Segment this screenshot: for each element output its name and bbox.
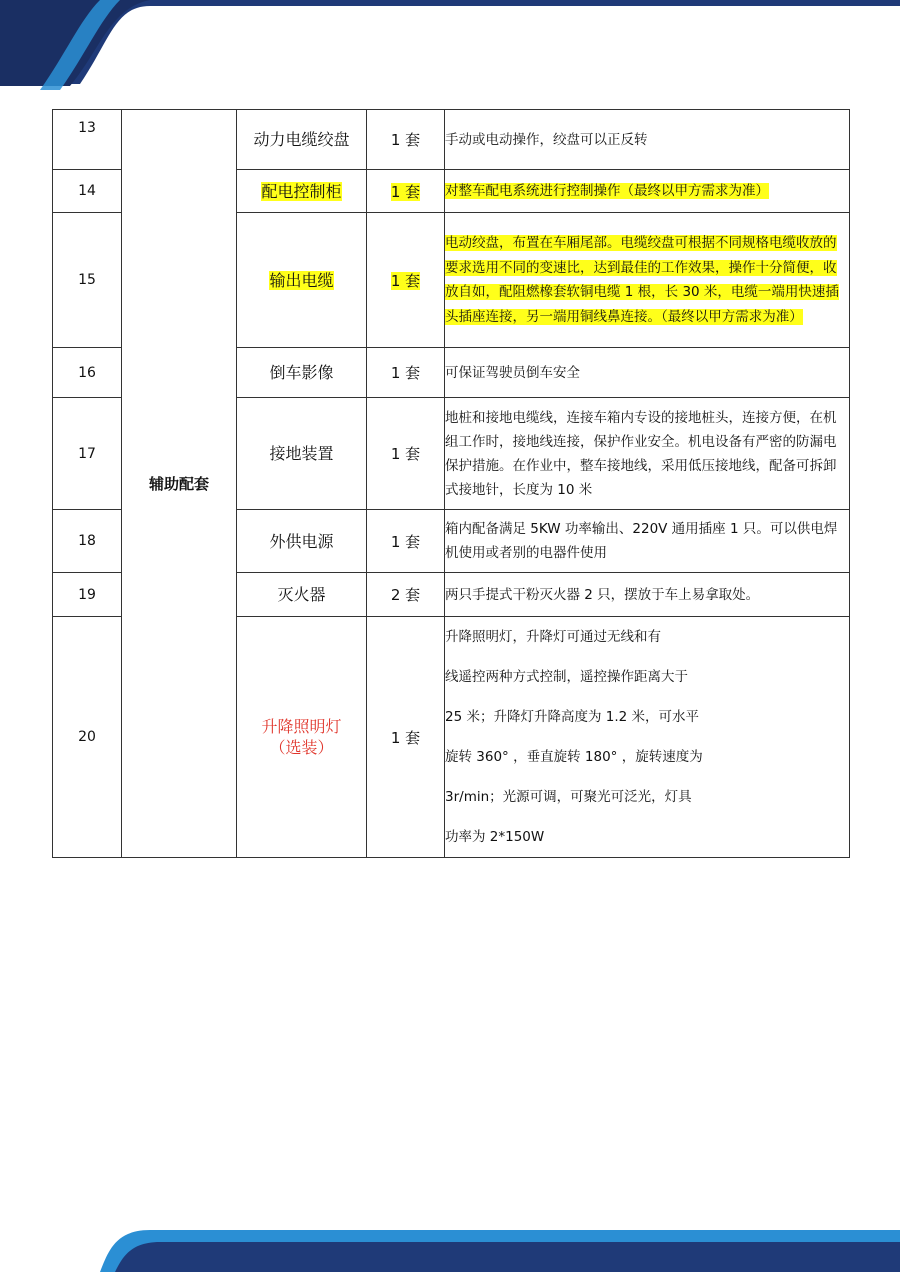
row-number: 14 (53, 170, 122, 213)
item-desc: 对整车配电系统进行控制操作（最终以甲方需求为准） (445, 170, 850, 213)
item-qty: 1 套 (367, 110, 445, 170)
item-name: 灭火器 (237, 573, 367, 617)
item-name: 动力电缆绞盘 (237, 110, 367, 170)
item-desc: 箱内配备满足 5KW 功率输出、220V 通用插座 1 只。可以供电焊机使用或者别的电器件使用 (445, 510, 850, 573)
item-name: 接地装置 (237, 398, 367, 510)
header-decoration (0, 0, 900, 90)
row-number: 18 (53, 510, 122, 573)
item-qty: 1 套 (367, 510, 445, 573)
row-number: 16 (53, 348, 122, 398)
item-qty: 1 套 (367, 348, 445, 398)
item-qty: 2 套 (367, 573, 445, 617)
item-desc: 两只手提式干粉灭火器 2 只，摆放于车上易拿取处。 (445, 573, 850, 617)
spec-table (52, 109, 850, 858)
footer-decoration (0, 1222, 900, 1272)
item-name: 外供电源 (237, 510, 367, 573)
row-number: 19 (53, 573, 122, 617)
table-row (53, 110, 850, 170)
item-desc: 地桩和接地电缆线，连接车箱内专设的接地桩头，连接方便，在机组工作时，接地线连接，保护作业安全。机电设备有严密的防漏电保护措施。在作业中，整车接地线，采用低压接地线，配备可拆卸式接地针，长度为 10 米 (445, 398, 850, 510)
item-name: 配电控制柜 (237, 170, 367, 213)
item-qty: 1 套 (367, 170, 445, 213)
item-desc: 可保证驾驶员倒车安全 (445, 348, 850, 398)
item-name: 输出电缆 (237, 213, 367, 348)
row-number: 20 (53, 617, 122, 858)
item-qty: 1 套 (367, 213, 445, 348)
row-number: 17 (53, 398, 122, 510)
item-name: 升降照明灯 （选装） (237, 617, 367, 858)
item-name-optional: （选装） (269, 738, 334, 757)
item-name: 倒车影像 (237, 348, 367, 398)
category-cell: 辅助配套 (122, 110, 237, 858)
item-qty: 1 套 (367, 617, 445, 858)
item-desc: 手动或电动操作，绞盘可以正反转 (445, 110, 850, 170)
item-desc: 升降照明灯，升降灯可通过无线和有 线遥控两种方式控制，遥控操作距离大于 25 米；升降灯升降高度为 1.2 米，可水平 旋转 360° ，垂直旋转 180° ，旋转速度为 3r/min；光源可调，可聚光可泛光，灯具 功率为 2*150W (445, 617, 850, 858)
item-qty: 1 套 (367, 398, 445, 510)
row-number: 13 (53, 110, 122, 170)
item-desc: 电动绞盘，布置在车厢尾部。电缆绞盘可根据不同规格电缆收放的要求选用不同的变速比，达到最佳的工作效果，操作十分简便，收放自如，配阻燃橡套软铜电缆 1 根，长 30 米，电缆一端用快速插头插座连接，另一端用铜线鼻连接。（最终以甲方需求为准） (445, 213, 850, 348)
row-number: 15 (53, 213, 122, 348)
